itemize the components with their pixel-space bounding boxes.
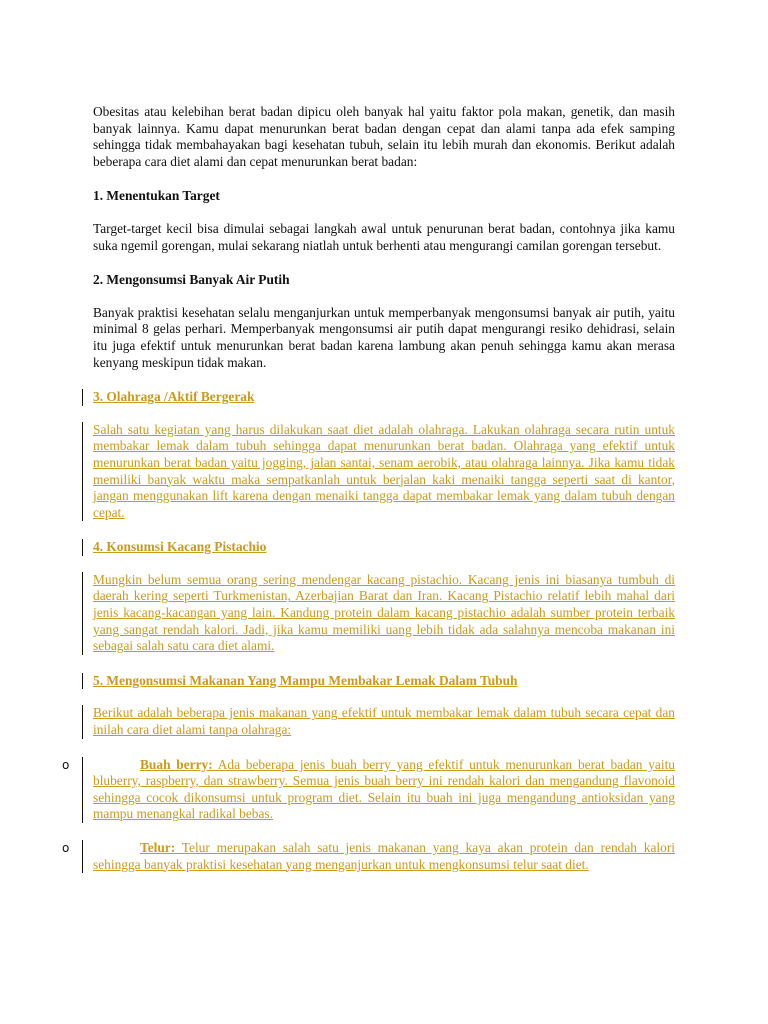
- section-4-body: Mungkin belum semua orang sering mendengar kacang pistachio. Kacang jenis ini biasanya tumbuh di daerah kering seperti Turkmenistan, Azerbajian Barat dan Iran. Kacang Pistachio relatif lebih mahal dari jenis kacang-kacangan yang lain. Kandung protein dalam kacang pistachio adalah sumber protein terbaik yang sangat rendah kalori. Jadi, jika kamu memiliki uang lebih tidak ada salahnya mencoba makanan ini sebagai salah satu cara diet alami.: [93, 571, 675, 654]
- list-item-description: Telur merupakan salah satu jenis makanan yang kaya akan protein dan rendah kalori sehingga banyak praktisi kesehatan yang menganjurkan untuk mengkonsumsi telur saat diet.: [93, 840, 675, 872]
- list-item: [62, 840, 675, 873]
- section-5-heading: 5. Mengonsumsi Makanan Yang Mampu Membakar Lemak Dalam Tubuh: [93, 672, 518, 688]
- section-4-heading: 4. Konsumsi Kacang Pistachio: [93, 539, 267, 555]
- list-item-text: [93, 840, 675, 873]
- list-item-text: [93, 757, 675, 823]
- change-bar: [82, 539, 83, 556]
- document-page: [62, 104, 675, 873]
- change-bar: [82, 757, 83, 823]
- section-3-heading: 3. Olahraga /Aktif Bergerak: [93, 389, 255, 405]
- section-4-heading-block: [93, 539, 675, 556]
- section-1-heading: 1. Menentukan Target: [93, 188, 220, 204]
- section-1-body: Target-target kecil bisa dimulai sebagai langkah awal untuk penurunan berat badan, contohnya jika kamu suka ngemil gorengan, mulai sekarang niatlah untuk berhenti atau mengurangi camilan gorengan tersebut.: [93, 220, 675, 253]
- change-bar: [82, 422, 83, 522]
- hollow-circle-bullet-icon: o: [62, 841, 70, 855]
- section-5-body: Berikut adalah beberapa jenis makanan yang efektif untuk membakar lemak dalam tubuh secara cepat dan inilah cara diet alami tanpa olahraga:: [93, 705, 675, 738]
- section-2-heading: 2. Mengonsumsi Banyak Air Putih: [93, 272, 290, 288]
- change-bar: [82, 705, 83, 738]
- list-item-term: Telur:: [140, 840, 176, 855]
- change-bar: [82, 673, 83, 690]
- change-bar: [82, 389, 83, 406]
- section-3-body: Salah satu kegiatan yang harus dilakukan saat diet adalah olahraga. Lakukan olahraga secara rutin untuk membakar lemak dalam tubuh sehingga dapat menurunkan berat badan. Olahraga yang efektif untuk menurunkan berat badan yaitu jogging, jalan santai, senam aerobik, atau olahraga lainnya. Jika kamu tidak memiliki banyak waktu maka sempatkanlah untuk berjalan kaki menaiki tangga seperti saat di kantor, jangan menggunakan lift karena dengan menaiki tangga dapat membakar lemak yang dalam tubuh dengan cepat.: [93, 421, 675, 520]
- section-2-body: Banyak praktisi kesehatan selalu menganjurkan untuk memperbanyak mengonsumsi banyak air putih, yaitu minimal 8 gelas perhari. Memperbanyak mengonsumsi air putih dapat mengurangi resiko dehidrasi, selain itu juga efektif untuk menurunkan berat badan karena lambung akan penuh sehingga kamu akan merasa kenyang meskipun tidak makan.: [93, 304, 675, 370]
- section-5-heading-block: [93, 673, 675, 690]
- list-item: [62, 756, 675, 823]
- change-bar: [82, 840, 83, 873]
- section-3-heading-block: [93, 389, 675, 406]
- section-3-body-block: [93, 422, 675, 522]
- section-5-body-block: [93, 705, 675, 738]
- section-4-body-block: [93, 572, 675, 655]
- list-item-description: Ada beberapa jenis buah berry yang efektif untuk menurunkan berat badan yaitu bluberry, raspberry, dan strawberry. Semua jenis buah berry ini rendah kalori dan mengandung flavonoid sehingga cocok dikonsumsi untuk program diet. Selain itu buah ini juga mengandung antioksidan yang mampu menangkal radikal bebas.: [93, 756, 675, 822]
- hollow-circle-bullet-icon: o: [62, 757, 70, 772]
- intro-paragraph: Obesitas atau kelebihan berat badan dipicu oleh banyak hal yaitu faktor pola makan, genetik, dan masih banyak lainnya. Kamu dapat menurunkan berat badan dengan cepat dan alami tanpa ada efek samping sehingga tidak membahayakan bagi kesehatan tubuh, selain itu lebih murah dan ekonomis. Berikut adalah beberapa cara diet alami dan cepat menurunkan berat badan:: [93, 104, 675, 169]
- list-item-term: Buah berry:: [140, 756, 213, 772]
- change-bar: [82, 572, 83, 655]
